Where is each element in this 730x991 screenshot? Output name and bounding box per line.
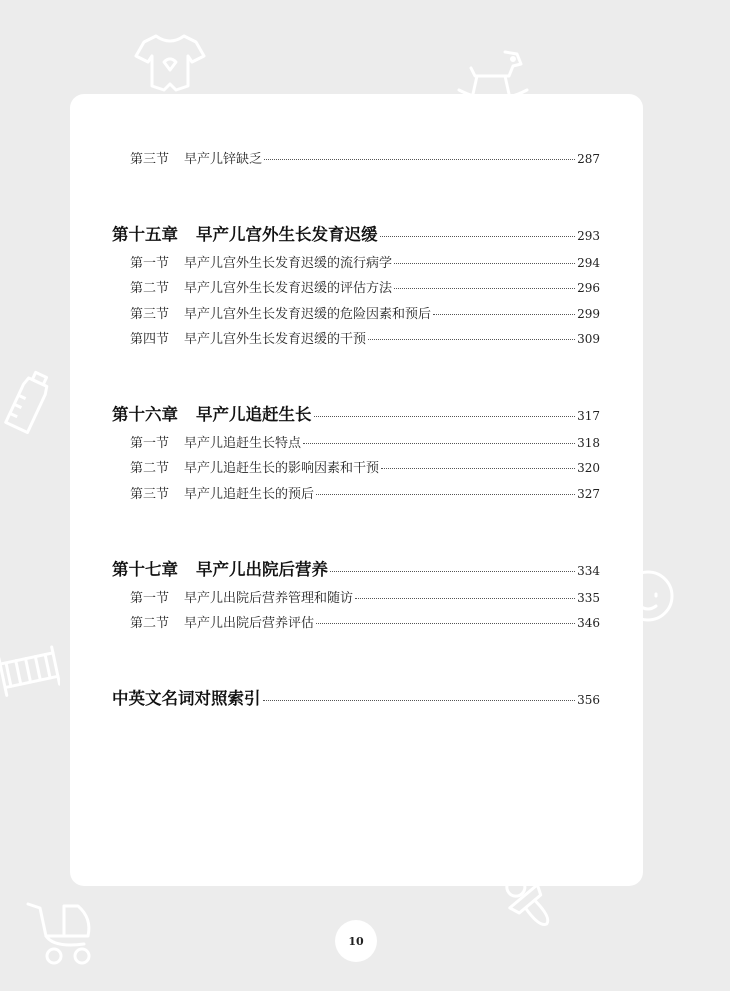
section-number: 第二节 [130,461,170,476]
dot-leader [380,236,576,237]
dot-leader [381,468,575,469]
page-ref: 299 [577,307,600,321]
dot-leader [316,494,575,495]
section-title: 早产儿出院后营养评估 [184,616,315,631]
page-ref: 317 [577,409,600,423]
toc-section-entry[interactable] [130,252,600,271]
page-ref: 320 [577,461,600,475]
dot-leader [368,339,575,340]
toc-chapter-entry[interactable] [112,556,600,580]
dot-leader [394,288,575,289]
section-title: 早产儿追赶生长的预后 [184,487,315,502]
onesie-icon [134,32,206,94]
section-number: 第二节 [130,281,170,296]
section-number: 第四节 [130,332,170,347]
toc-section-entry[interactable] [130,587,600,606]
baby-bottle-icon [2,368,54,438]
page-ref: 293 [577,229,600,243]
page-number: 10 [348,934,364,948]
page-ref: 356 [577,693,600,707]
section-title: 早产儿宫外生长发育迟缓的流行病学 [184,256,393,271]
section-title: 早产儿宫外生长发育迟缓的危险因素和预后 [184,307,432,322]
chapter-number: 第十五章 [112,225,178,244]
crib-icon [0,640,60,700]
section-title: 早产儿宫外生长发育迟缓的评估方法 [184,281,393,296]
chapter-number: 第十七章 [112,560,178,579]
page-ref: 296 [577,281,600,295]
dot-leader [314,416,576,417]
dot-leader [355,598,575,599]
page-ref: 346 [577,616,600,630]
page-ref: 287 [577,152,600,166]
dot-leader [394,263,575,264]
section-title: 早产儿锌缺乏 [184,152,263,167]
section-number: 第三节 [130,487,170,502]
toc-section-entry[interactable] [130,277,600,296]
page-ref: 327 [577,487,600,501]
toc-section-entry[interactable] [130,328,600,347]
section-number: 第二节 [130,616,170,631]
section-title: 早产儿出院后营养管理和随访 [184,591,354,606]
toc-chapter-entry[interactable] [112,401,600,425]
section-number: 第一节 [130,591,170,606]
section-number: 第三节 [130,307,170,322]
chapter-title: 中英文名词对照索引 [112,689,261,708]
toc-section-entry[interactable] [130,483,600,502]
section-number: 第三节 [130,152,170,167]
toc-section-entry[interactable] [130,303,600,322]
chapter-number: 第十六章 [112,405,178,424]
page-ref: 309 [577,332,600,346]
page-number-badge [335,920,377,962]
dot-leader [303,443,575,444]
page-ref: 318 [577,436,600,450]
section-number: 第一节 [130,436,170,451]
page-ref: 294 [577,256,600,270]
toc-chapter-entry[interactable] [112,685,600,709]
dot-leader [316,623,575,624]
toc-card [70,94,643,886]
toc-section-entry[interactable] [130,432,600,451]
page-ref: 334 [577,564,600,578]
toc-chapter-entry[interactable] [112,221,600,245]
toc-section-entry[interactable] [130,457,600,476]
section-title: 早产儿追赶生长的影响因素和干预 [184,461,380,476]
dot-leader [330,571,575,572]
stroller-icon [24,896,104,968]
dot-leader [433,314,575,315]
section-title: 早产儿追赶生长特点 [184,436,302,451]
dot-leader [263,700,576,701]
page-ref: 335 [577,591,600,605]
chapter-title: 早产儿出院后营养 [196,560,328,579]
chapter-title: 早产儿宫外生长发育迟缓 [196,225,378,244]
chapter-title: 早产儿追赶生长 [196,405,312,424]
dot-leader [264,159,575,160]
section-number: 第一节 [130,256,170,271]
section-title: 早产儿宫外生长发育迟缓的干预 [184,332,367,347]
toc-section-entry[interactable] [130,148,600,167]
toc-section-entry[interactable] [130,612,600,631]
